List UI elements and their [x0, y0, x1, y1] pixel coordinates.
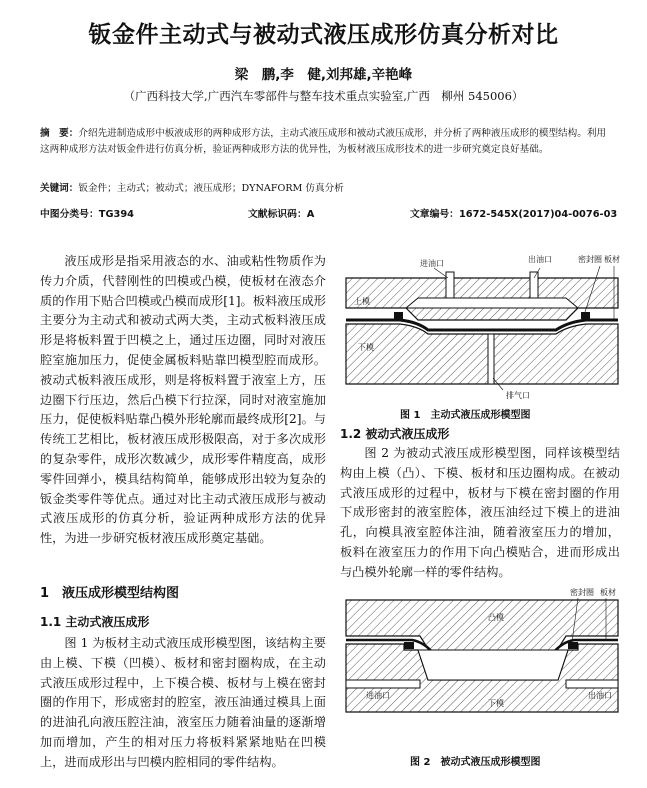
- clc-number: 中图分类号：TG394: [40, 209, 134, 220]
- section-1-1-paragraph: [40, 634, 326, 773]
- author-list: 梁 鹏,李 健,刘邦雄,辛艳峰: [234, 67, 413, 83]
- intro-text: 液压成形是指采用液态的水、油或粘性物质作为传力介质，代替刚性的凹模或凸模，使板材在液态介质的作用下贴合凹模或凸模而成形[1]。板料液压成形主要分为主动式和被动式两大类，主动式板料液压成形是将板料置于凹模之上，通过压边圈，同时对液压腔室施加压力，促使金属板料贴靠凹模型腔而成形。被动式板料液压成形，则是将板料置于液室上方，压边圈下行压边，然后凸模下行拉深，同时对液室施加压力，促使板料贴靠凸模外形轮廓而最终成形[2]。与传统工艺相比，板材液压成形极限高，对于多次成形的复杂零件，成形次数减少，成形零件精度高，成形零件回弹小，模具结构简单，能够成形出较为复杂的钣金类零件等优点。通过对比主动式液压成形与被动式液压成形的仿真分析，验证两种成形方法的优异性，为进一步研究板材液压成形奠定基础。: [40, 254, 326, 546]
- label-drain: 排气口: [506, 391, 530, 400]
- keywords-text: 钣金件；主动式；被动式；液压成形；DYNAFORM 仿真分析: [78, 183, 344, 194]
- lower-die: [346, 324, 618, 384]
- inlet-channel-2: [346, 680, 420, 688]
- label-outlet-2: 出油口: [588, 691, 612, 700]
- liquid-chamber: [418, 650, 568, 680]
- abstract-label: 摘 要：: [40, 128, 79, 139]
- intro-paragraph: [40, 252, 326, 549]
- affiliation: （广西科技大学,广西汽车零部件与整车技术重点实验室,广西 柳州 545006）: [123, 89, 524, 103]
- section-1-1-text: 图 1 为板材主动式液压成形模型图，该结构主要由上模、下模（凹模）、板材和密封圈构成，在主动式液压成形过程中，上下模合模、板材与上模在密封圈的作用下，形成密封的腔室，液压油通过模具上面的进油孔向液压腔注油，液室压力随着油量的逐渐增加而增加，产生的相对压力将板料紧紧地贴在凹模上，进而成形出与凹模内腔相同的零件结构。: [40, 636, 326, 769]
- section-1-1-heading: 1.1 主动式液压成形: [40, 615, 150, 629]
- figure-1-caption: 图 1 主动式液压成形模型图: [400, 410, 531, 421]
- figure-1: [338, 250, 626, 408]
- section-1-2-heading: 1.2 被动式液压成形: [340, 427, 450, 441]
- seal-2-left: [404, 642, 414, 649]
- label-lower-die-2: 下模: [488, 699, 504, 708]
- paper-title: 钣金件主动式与被动式液压成形仿真分析对比: [88, 22, 559, 48]
- section-1-2-text: 图 2 为被动式液压成形模型图，同样该模型结构由上模（凸）、下模、板材和压边圈构成。在被动式液压成形的过程中，板材与下模在密封圈的作用下成形密封的液室腔体，液压油经过下模上的进油孔，向模具液室腔体注油，随着液室压力的增加，板料在液室压力的作用下向凸模贴合，进而形成出与凸模外轮廓一样的零件结构。: [340, 446, 620, 579]
- keywords-label: 关键词：: [40, 183, 79, 194]
- abstract: [40, 126, 612, 158]
- seal-right: [581, 312, 590, 319]
- label-sheet-2: 板材: [600, 588, 616, 597]
- section-1-2-paragraph: [340, 444, 620, 583]
- figure-2-caption: 图 2 被动式液压成形模型图: [410, 757, 541, 768]
- label-upper-die: 上模: [354, 297, 370, 306]
- label-inlet-2: 进油口: [366, 691, 390, 700]
- outlet-channel-2: [566, 680, 618, 688]
- label-sheet: 板材: [604, 255, 620, 264]
- label-lower-die: 下模: [358, 343, 374, 352]
- pressure-cavity: [406, 298, 578, 308]
- label-punch: 凸模: [488, 613, 504, 622]
- keywords: [40, 180, 612, 194]
- seal-2-right: [568, 642, 578, 649]
- drain-hole: [488, 334, 494, 384]
- document-code: 文献标识码：A: [248, 209, 315, 220]
- abstract-text: 介绍先进制造成形中板液成形的两种成形方法，主动式液压成形和被动式液压成形，并分析了两种液压成形的模型结构。利用这两种成形方法对钣金件进行仿真分析，验证两种成形方法的优异性，为板材液压成形技术的进一步研究奠定良好基础。: [40, 128, 607, 155]
- section-1-heading: 1 液压成形模型结构图: [40, 586, 180, 601]
- label-seal-2: 密封圈: [570, 588, 594, 597]
- article-number: 文章编号：1672-545X(2017)04-0076-03: [410, 209, 618, 220]
- seal-left: [394, 312, 403, 319]
- label-outlet: 出油口: [528, 255, 552, 264]
- label-seal: 密封圈: [578, 255, 602, 264]
- figure-2: [338, 588, 626, 738]
- label-inlet: 进油口: [420, 259, 444, 268]
